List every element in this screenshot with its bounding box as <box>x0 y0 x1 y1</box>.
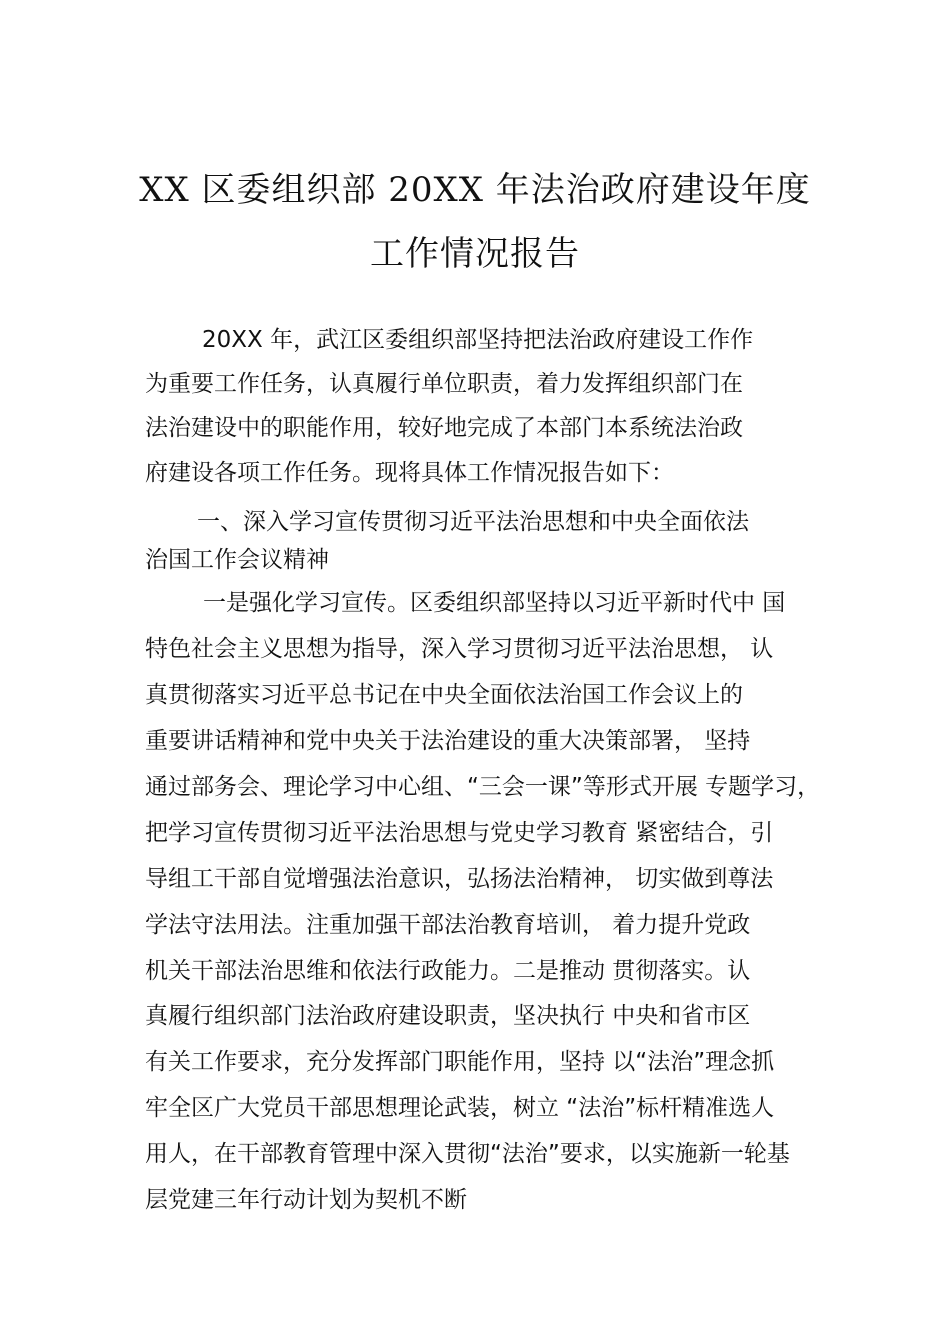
body-line: 府建设各项工作任务。现将具体工作情况报告如下： <box>145 460 674 486</box>
body-line: 一是强化学习宣传。区委组织部坚持以习近平新时代中 国 <box>203 590 786 616</box>
document-title-line-2: 工作情况报告 <box>370 234 580 274</box>
body-line: 为重要工作任务，认真履行单位职责，着力发挥组织部门在 <box>145 371 743 397</box>
document-title-line-1: XX 区委组织部 20XX 年法治政府建设年度 <box>139 170 811 210</box>
body-line: 机关干部法治思维和依法行政能力。二是推动 贯彻落实。认 <box>145 958 751 984</box>
body-line: 真贯彻落实习近平总书记在中央全面依法治国工作会议上的 <box>145 682 743 708</box>
body-line: 导组工干部自觉增强法治意识，弘扬法治精神， 切实做到尊法 <box>145 866 774 892</box>
body-line: 20XX 年，武江区委组织部坚持把法治政府建设工作作 <box>202 327 754 353</box>
section-heading-line: 治国工作会议精神 <box>145 547 329 573</box>
body-line: 有关工作要求，充分发挥部门职能作用，坚持 以“法治”理念抓 <box>145 1049 775 1075</box>
body-line: 学法守法用法。注重加强干部法治教育培训， 着力提升党政 <box>145 912 751 938</box>
body-line: 真履行组织部门法治政府建设职责，坚决执行 中央和省市区 <box>145 1003 751 1029</box>
section-heading-line: 一、深入学习宣传贯彻习近平法治思想和中央全面依法 <box>197 509 749 535</box>
body-line: 重要讲话精神和党中央关于法治建设的重大决策部署， 坚持 <box>145 728 751 754</box>
body-line: 特色社会主义思想为指导，深入学习贯彻习近平法治思想， 认 <box>145 636 774 662</box>
body-line: 用人，在干部教育管理中深入贯彻“法治”要求，以实施新一轮基 <box>145 1141 790 1167</box>
body-line: 层党建三年行动计划为契机不断 <box>145 1187 467 1213</box>
body-line: 法治建设中的职能作用，较好地完成了本部门本系统法治政 <box>145 415 743 441</box>
body-line: 把学习宣传贯彻习近平法治思想与党史学习教育 紧密结合，引 <box>145 820 774 846</box>
body-line: 牢全区广大党员干部思想理论武装，树立 “法治”标杆精准选人 <box>145 1095 775 1121</box>
body-line: 通过部务会、理论学习中心组、“三会一课”等形式开展 专题学习， <box>145 774 821 800</box>
